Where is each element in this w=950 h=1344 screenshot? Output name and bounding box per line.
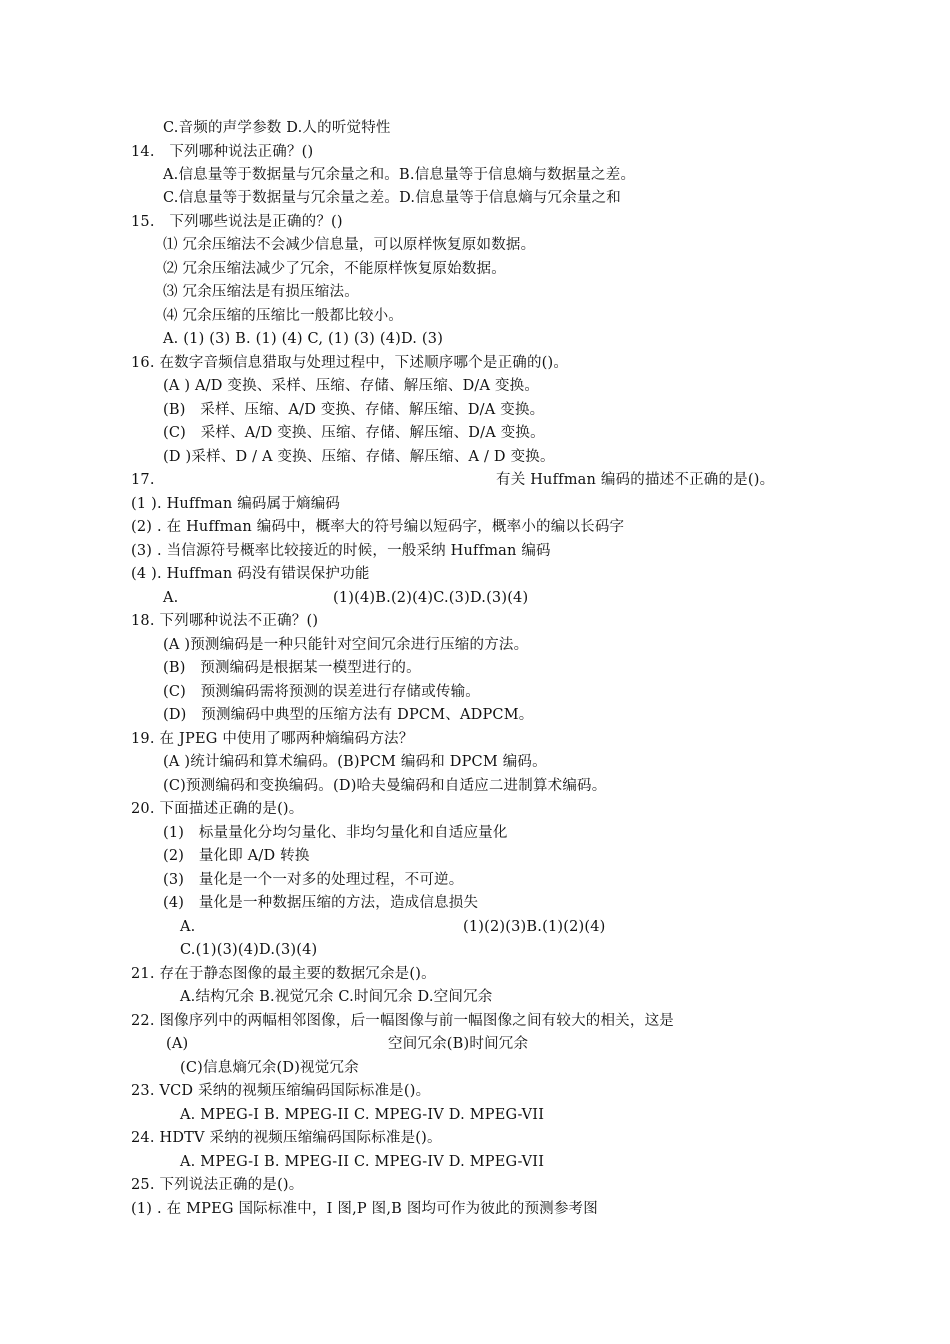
question-20: 20. 下面描述正确的是()。 [131,801,304,817]
text-line: (D) 预测编码中典型的压缩方法有 DPCM、ADPCM。 [163,707,534,723]
text-line: (C)预测编码和变换编码。(D)哈夫曼编码和自适应二进制算术编码。 [163,778,607,794]
text-line: (B) 预测编码是根据某一模型进行的。 [163,660,421,676]
text-line: (A ) A/D 变换、采样、压缩、存储、解压缩、D/A 变换。 [163,378,540,394]
text-line: C.音频的声学参数 D.人的听觉特性 [163,120,391,136]
question-22: 22. 图像序列中的两幅相邻图像，后一幅图像与前一幅图像之间有较大的相关，这是 [131,1013,674,1029]
text-line: (2) 量化即 A/D 转换 [163,848,310,864]
text-line: (1) . 在 MPEG 国际标准中，I 图,P 图,B 图均可作为彼此的预测参考图 [131,1201,598,1217]
question-18: 18. 下列哪种说法不正确？() [131,613,319,629]
question-21: 21. 存在于静态图像的最主要的数据冗余是()。 [131,966,436,982]
text-line: (3) 量化是一个一对多的处理过程，不可逆。 [163,872,464,888]
text-line: A. (1) (3) B. (1) (4) C, (1) (3) (4)D. (3) [163,331,444,347]
text-line: (C) 采样、A/D 变换、压缩、存储、解压缩、D/A 变换。 [163,425,545,441]
text-line: (A) [166,1036,189,1052]
text-line: (1)(2)(3)B.(1)(2)(4) [463,919,606,935]
text-line: 空间冗余(B)时间冗余 [388,1036,529,1052]
text-line: ⑶ 冗余压缩法是有损压缩法。 [163,284,359,300]
question-24: 24. HDTV 采纳的视频压缩编码国际标准是()。 [131,1130,442,1146]
text-line: A.结构冗余 B.视觉冗余 C.时间冗余 D.空间冗余 [180,989,493,1005]
text-line: C.信息量等于数据量与冗余量之差。D.信息量等于信息熵与冗余量之和 [163,190,622,206]
question-19: 19. 在 JPEG 中使用了哪两种熵编码方法？ [131,731,414,747]
text-line: (2) . 在 Huffman 编码中，概率大的符号编以短码字，概率小的编以长码字 [131,519,625,535]
text-line: (C)信息熵冗余(D)视觉冗余 [180,1060,359,1076]
text-line: (4) 量化是一种数据压缩的方法，造成信息损失 [163,895,479,911]
text-line: A. MPEG-I B. MPEG-II C. MPEG-IV D. MPEG-VII [180,1107,545,1123]
text-line: C.(1)(3)(4)D.(3)(4) [180,942,318,958]
question-14: 14. 下列哪种说法正确？() [131,144,314,160]
text-line: A.信息量等于数据量与冗余量之和。B.信息量等于信息熵与数据量之差。 [163,167,636,183]
question-17: 有关 Huffman 编码的描述不正确的是()。 [496,472,775,488]
text-line: (4 ). Huffman 码没有错误保护功能 [131,566,370,582]
text-line: (A )预测编码是一种只能针对空间冗余进行压缩的方法。 [163,637,529,653]
text-line: ⑴ 冗余压缩法不会减少信息量，可以原样恢复原如数据。 [163,237,536,253]
text-line: ⑷ 冗余压缩的压缩比一般都比较小。 [163,308,404,324]
text-line: A. [180,919,196,935]
text-line: (1 ). Huffman 编码属于熵编码 [131,496,341,512]
question-23: 23. VCD 采纳的视频压缩编码国际标准是()。 [131,1083,431,1099]
text-line: (3) . 当信源符号概率比较接近的时候，一般采纳 Huffman 编码 [131,543,551,559]
question-15: 15. 下列哪些说法是正确的？() [131,214,343,230]
text-line: A. [163,590,179,606]
text-line: (A )统计编码和算术编码。(B)PCM 编码和 DPCM 编码。 [163,754,547,770]
text-line: A. MPEG-I B. MPEG-II C. MPEG-IV D. MPEG-VII [180,1154,545,1170]
text-line: (C) 预测编码需将预测的误差进行存储或传输。 [163,684,481,700]
text-line: ⑵ 冗余压缩法减少了冗余，不能原样恢复原始数据。 [163,261,506,277]
text-line: (D )采样、D / A 变换、压缩、存储、解压缩、A / D 变换。 [163,449,555,465]
question-25: 25. 下列说法正确的是()。 [131,1177,304,1193]
question-17-number: 17. [131,472,155,488]
text-line: (B) 采样、压缩、A/D 变换、存储、解压缩、D/A 变换。 [163,402,545,418]
text-line: (1)(4)B.(2)(4)C.(3)D.(3)(4) [333,590,529,606]
text-line: (1) 标量量化分均匀量化、非均匀量化和自适应量化 [163,825,508,841]
question-16: 16. 在数字音频信息猎取与处理过程中，下述顺序哪个是正确的()。 [131,355,569,371]
